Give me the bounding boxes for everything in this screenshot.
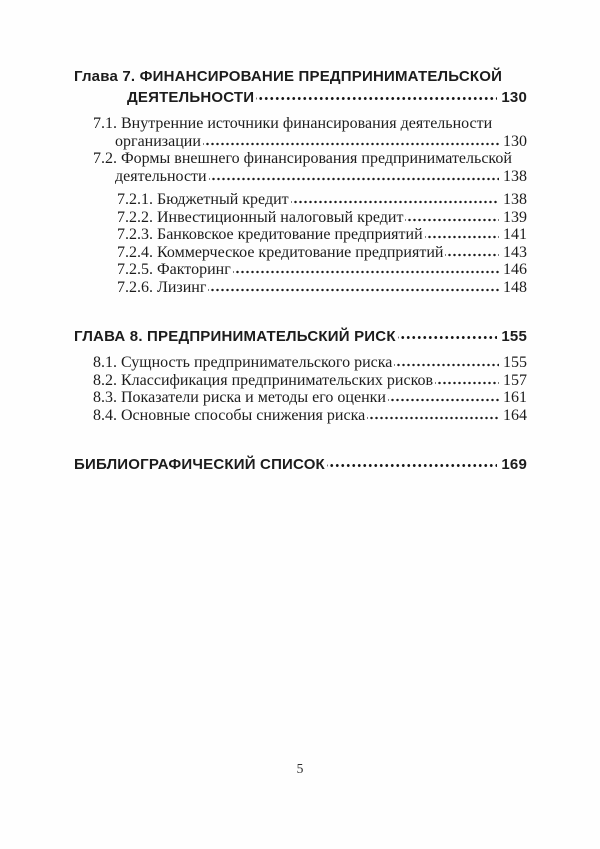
page-footer [0,761,600,777]
toc-entry [74,261,527,279]
toc-entry-text: 7.2.4. Коммерческое кредитование предприятий [117,243,444,261]
dot-leader [233,261,499,279]
toc-entry-text: БИБЛИОГРАФИЧЕСКИЙ СПИСОК [74,456,325,473]
dot-leader [209,168,499,186]
toc-entry-text: ДЕЯТЕЛЬНОСТИ [127,89,255,106]
dot-leader [445,244,499,262]
toc-entry-text: 7.2.3. Банковское кредитование предприятий [117,226,423,243]
toc-entry-text: Глава 7. ФИНАНСИРОВАНИЕ ПРЕДПРИНИМАТЕЛЬСКОЙ [74,68,503,85]
toc-entry [74,389,527,407]
toc-page-ref: 130 [501,89,527,106]
toc-page-ref: 143 [503,243,527,261]
toc-page-ref: 169 [501,456,527,473]
toc-entry [74,354,527,372]
toc-entry-text: 7.2.6. Лизинг [117,278,207,296]
toc-entry [74,209,527,227]
toc-entry-text: организации [115,132,201,150]
dot-leader [208,279,499,297]
toc-entry [74,150,527,185]
toc-entry [74,66,527,108]
toc-entry [74,115,527,150]
toc-page-ref: 146 [503,261,527,278]
toc-entry-text: деятельности [115,167,207,185]
toc-page-ref: 155 [503,354,527,371]
toc-entry [74,454,527,475]
dot-leader [327,454,497,475]
toc-page-ref: 138 [503,167,527,185]
toc-entry-text: 7.2. Формы внешнего финансирования предпринимательской [93,150,512,167]
toc-page-ref: 141 [503,226,527,243]
dot-leader [398,326,498,347]
toc-entry-text: 7.1. Внутренние источники финансирования деятельности [93,115,493,132]
dot-leader [203,133,499,151]
toc-entry-text: 7.2.5. Факторинг [117,261,231,278]
table-of-contents [74,66,527,482]
toc-page-ref: 130 [503,132,527,150]
toc-page-ref: 148 [503,278,527,296]
dot-leader [435,372,499,390]
toc-entry [74,407,527,425]
toc-page-ref: 164 [503,406,527,424]
toc-entry [74,191,527,209]
toc-entry-text: ГЛАВА 8. ПРЕДПРИНИМАТЕЛЬСКИЙ РИСК [74,328,396,345]
dot-leader [256,87,497,108]
toc-entry [74,372,527,390]
toc-entry-text: 7.2.1. Бюджетный кредит [117,191,289,208]
toc-page-ref: 161 [503,389,527,406]
dot-leader [388,389,499,407]
toc-entry-text: 7.2.2. Инвестиционный налоговый кредит [117,208,404,226]
toc-entry-text: 8.4. Основные способы снижения риска [93,406,366,424]
toc-entry [74,279,527,297]
toc-entry-text: 8.2. Классификация предпринимательских рисков [93,371,434,389]
toc-page-ref: 155 [501,328,527,345]
dot-leader [367,407,499,425]
page-number: 5 [296,761,304,776]
toc-entry [74,226,527,244]
dot-leader [394,354,499,372]
toc-entry-text: 8.1. Сущность предпринимательского риска [93,354,393,371]
toc-page-ref: 139 [503,208,527,226]
toc-entry [74,244,527,262]
dot-leader [425,226,499,244]
dot-leader [405,209,499,227]
toc-page-ref: 157 [503,371,527,389]
dot-leader [291,191,499,209]
toc-entry-text: 8.3. Показатели риска и методы его оценки [93,389,386,406]
toc-page-ref: 138 [503,191,527,208]
toc-entry [74,326,527,347]
